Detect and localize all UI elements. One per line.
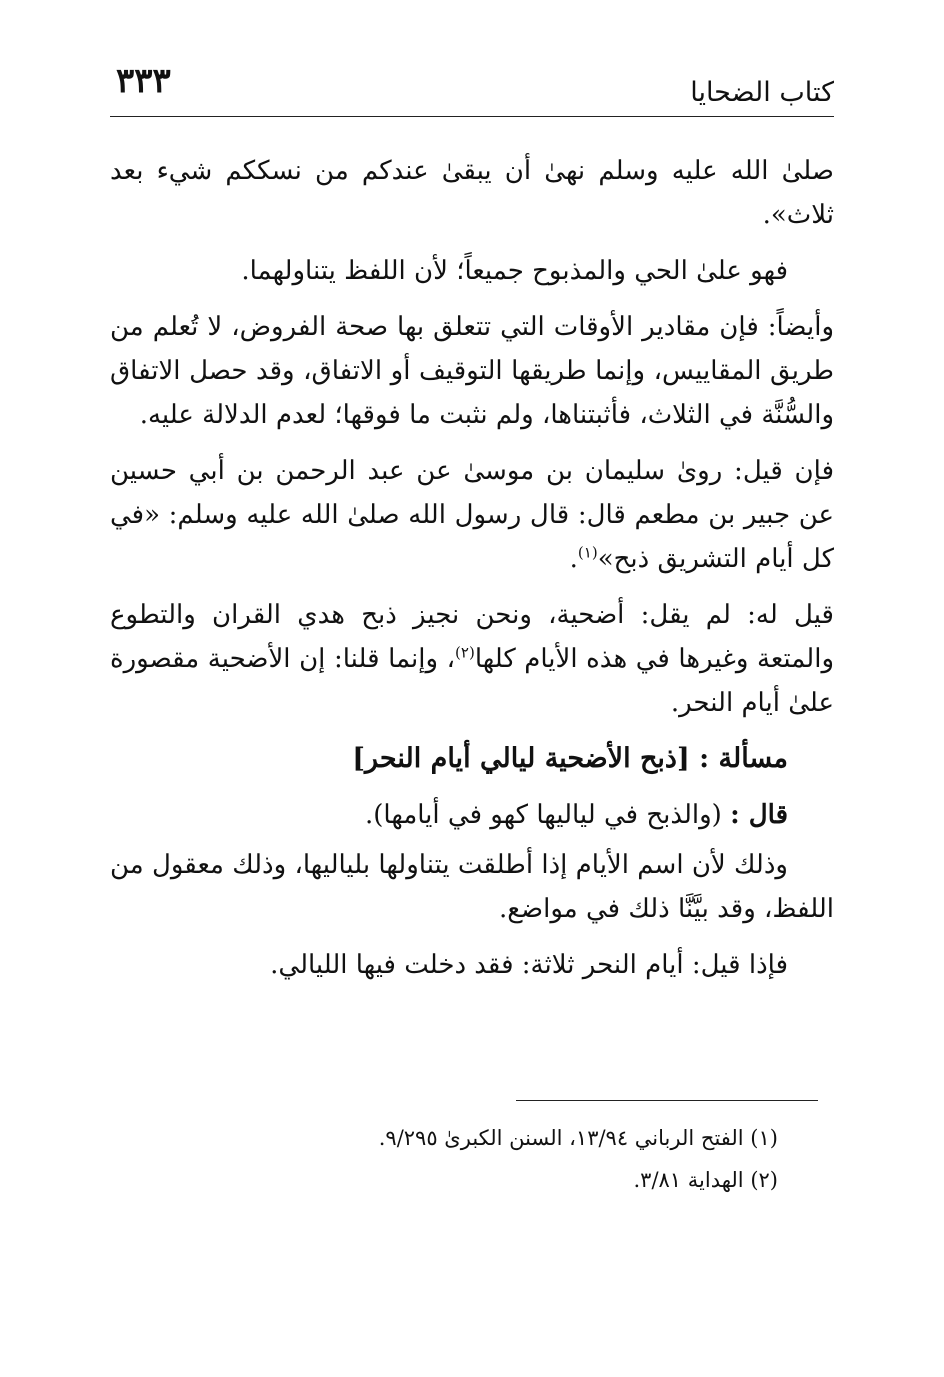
paragraph-5-text-b: ، وإنما قلنا: إن الأضحية مقصورة علىٰ أيام النحر. xyxy=(110,644,834,718)
footnote-ref-2: (٢) xyxy=(455,643,475,662)
paragraph-4-text: فإن قيل: روىٰ سليمان بن موسىٰ عن عبد الرحمن بن أبي حسين عن جبير بن مطعم قال: قال رسول الله صلىٰ الله عليه وسلم: «في كل أيام التشريق ذبح» xyxy=(110,456,834,574)
footnote-divider xyxy=(516,1100,818,1101)
footnote-ref-1: (١) xyxy=(577,543,598,562)
qala-label: قال : xyxy=(730,800,788,830)
paragraph-2: فهو علىٰ الحي والمذبوح جميعاً؛ لأن اللفظ يتناولهما. xyxy=(241,256,788,286)
paragraph-4-end: . xyxy=(569,544,578,574)
body-text xyxy=(110,149,834,987)
paragraph-3: وأيضاً: فإن مقادير الأوقات التي تتعلق بها صحة الفروض، لا تُعلم من طريق المقاييس، وإنما طريقها التوقيف أو الاتفاق، وقد حصل الاتفاق والسُّنَّة في الثلاث، فأثبتناها، ولم نثبت ما فوقها؛ لعدم الدلالة عليه. xyxy=(110,312,834,430)
footnote-1: (١) الفتح الرباني ١٣/٩٤، السنن الكبرىٰ ٩/٢٩٥. xyxy=(378,1126,778,1150)
qala-paragraph xyxy=(110,793,834,837)
footnotes xyxy=(178,1120,778,1204)
page-number: ٣٣٣ xyxy=(116,61,171,101)
issue-heading xyxy=(110,737,834,781)
issue-label: مسألة : xyxy=(699,743,788,774)
qala-text: (والذبح في لياليها كهو في أيامها). xyxy=(365,800,722,830)
running-head xyxy=(110,60,834,117)
paragraph-continuation: صلىٰ الله عليه وسلم نهىٰ أن يبقىٰ عندكم من نسككم شيء بعد ثلاث». xyxy=(110,156,834,230)
paragraph-5 xyxy=(110,593,834,725)
paragraph-7: فإذا قيل: أيام النحر ثلاثة: فقد دخلت فيها الليالي. xyxy=(270,950,788,980)
book-page xyxy=(110,60,834,1360)
paragraph-5-text-a: قيل له: لم يقل: أضحية، ونحن نجيز ذبح هدي القران والتطوع والمتعة وغيرها في هذه الأيام كلها xyxy=(110,600,835,674)
running-title: كتاب الضحايا xyxy=(690,77,834,108)
paragraph-6: وذلك لأن اسم الأيام إذا أطلقت يتناولها بلياليها، وذلك معقول من اللفظ، وقد بيَّنَّا ذلك في مواضع. xyxy=(110,850,834,924)
issue-title: [ذبح الأضحية ليالي أيام النحر] xyxy=(352,743,690,774)
footnote-2: (٢) الهداية ٣/٨١. xyxy=(633,1168,778,1192)
paragraph-4 xyxy=(110,449,834,581)
